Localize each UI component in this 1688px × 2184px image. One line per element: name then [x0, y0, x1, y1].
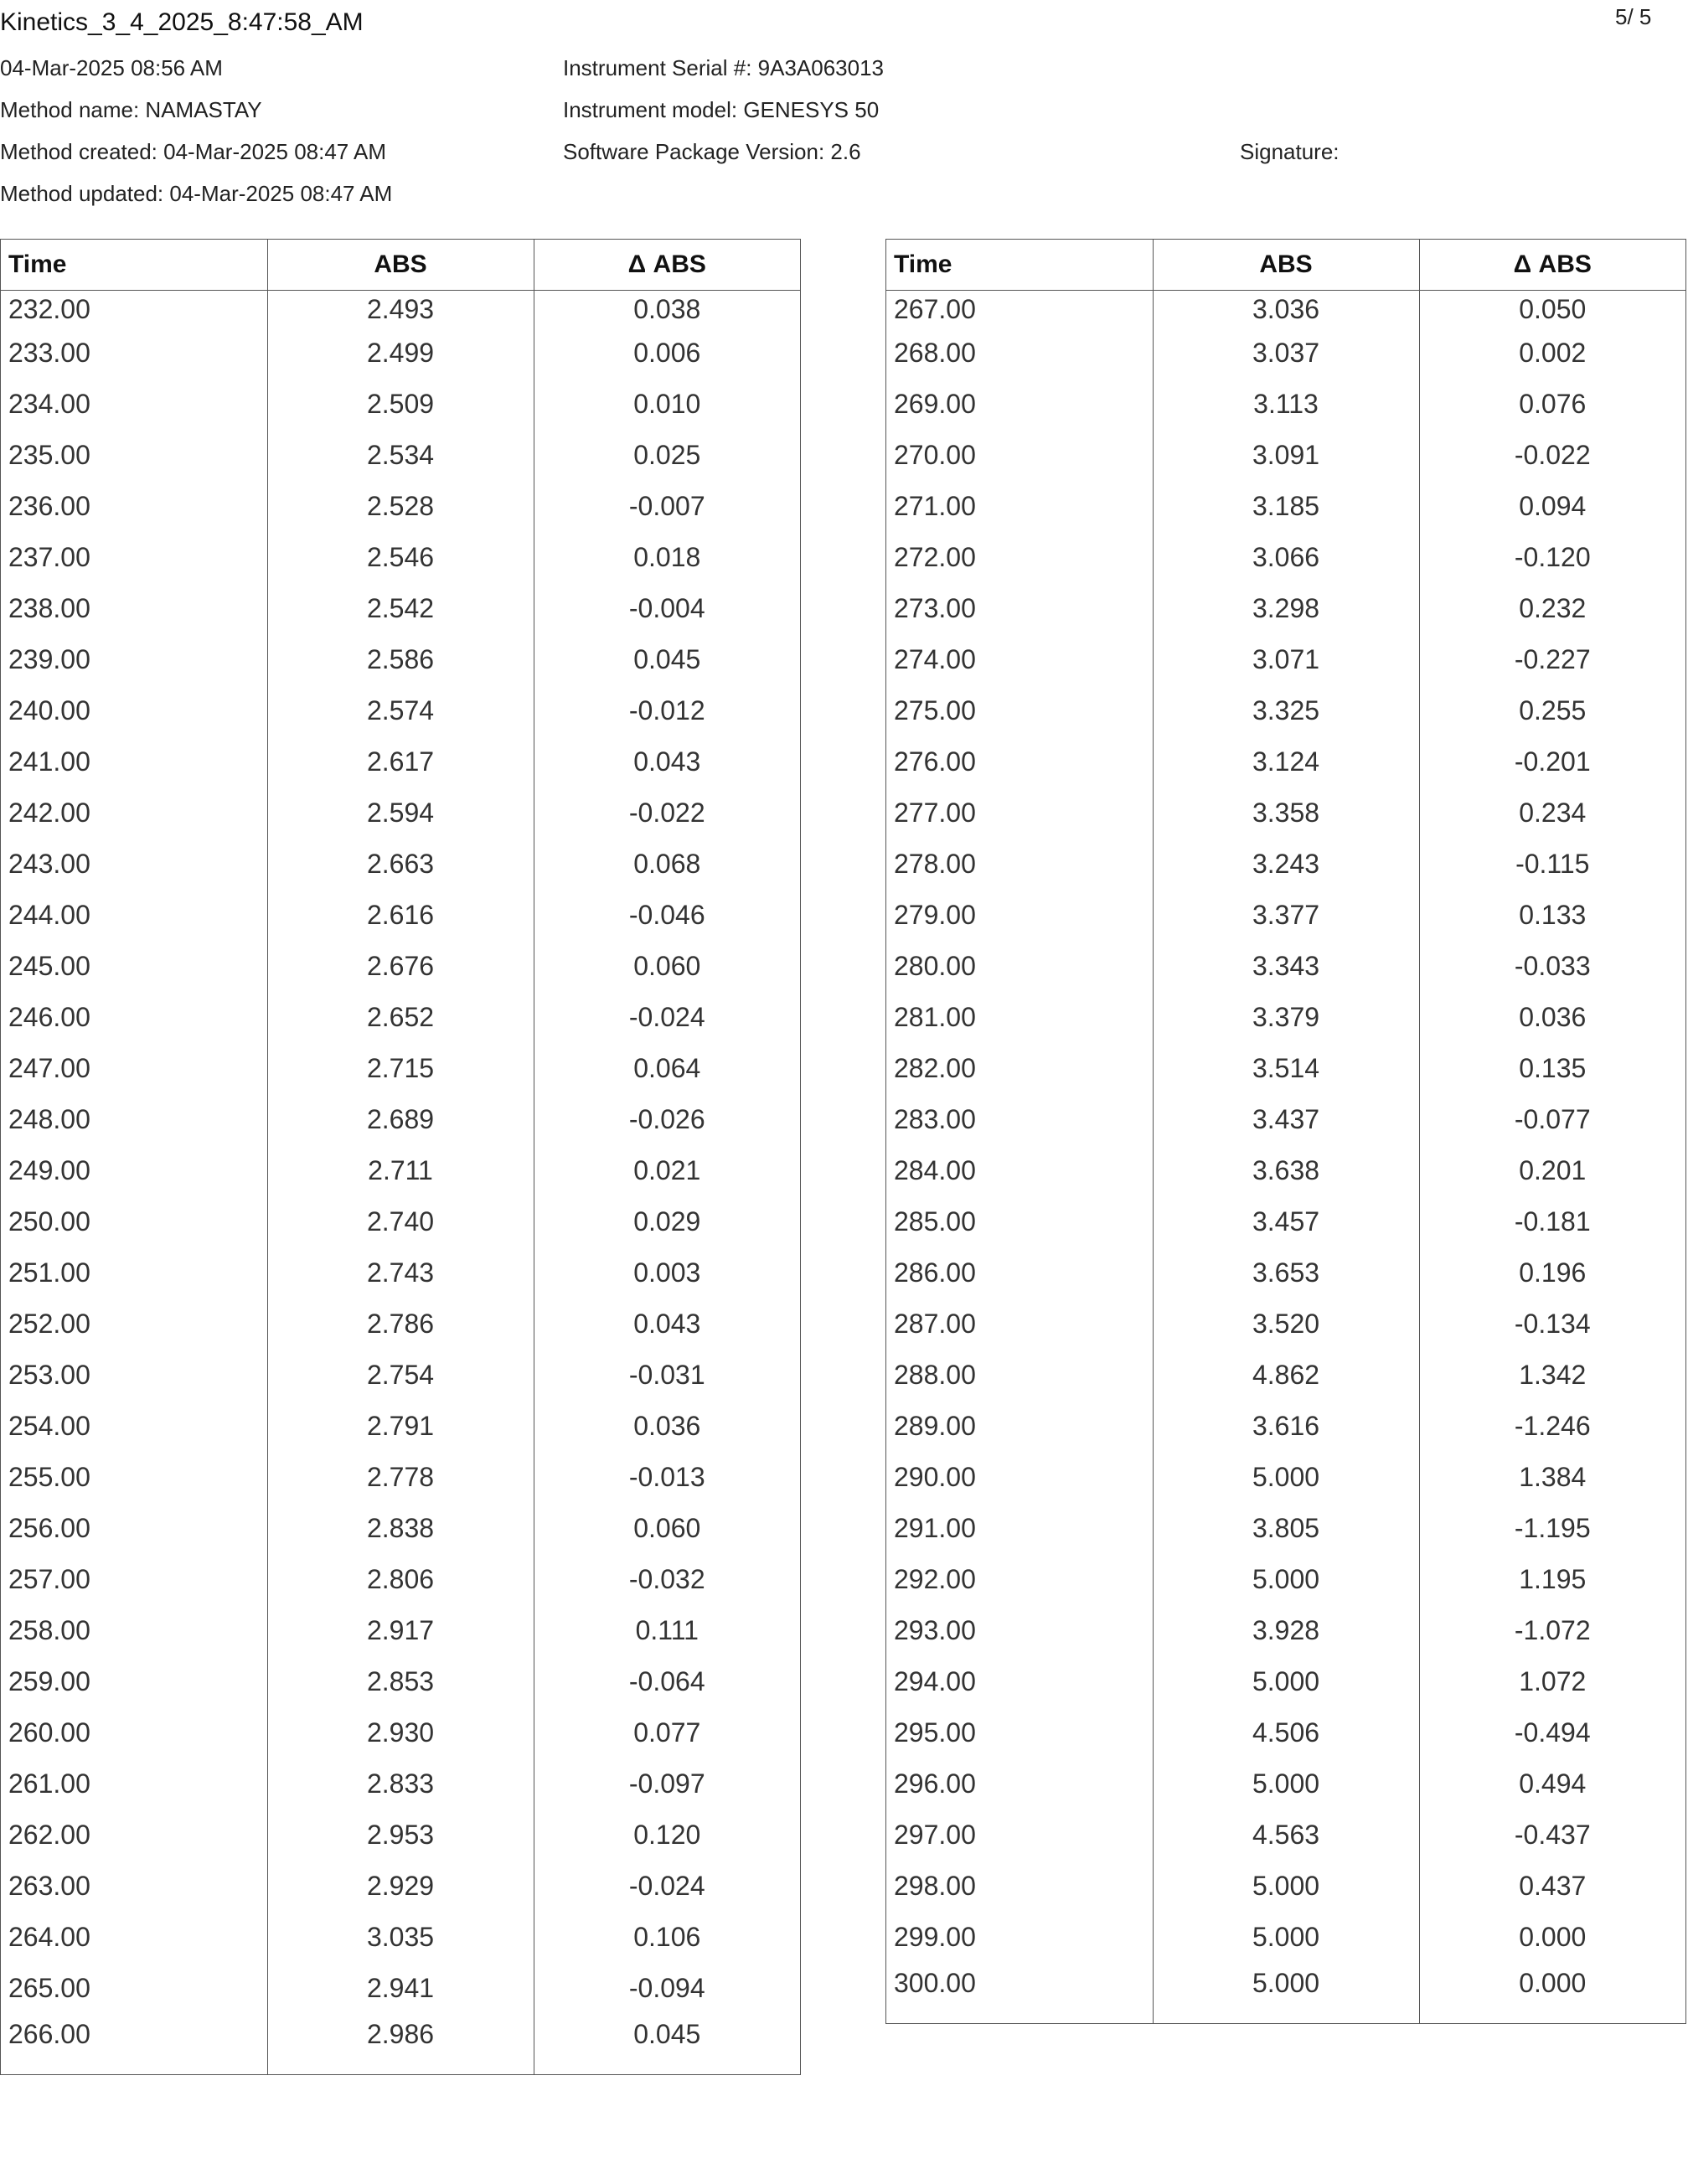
table-row: [886, 890, 1685, 941]
abs-cell: 3.616: [1153, 1401, 1419, 1452]
abs-cell: 4.506: [1153, 1707, 1419, 1758]
time-cell: 244.00: [1, 890, 267, 941]
time-cell: 246.00: [1, 992, 267, 1043]
delta-abs-cell: -0.494: [1514, 1717, 1591, 1748]
delta-abs-cell: -0.022: [628, 798, 705, 828]
delta-abs-cell: -0.134: [1514, 1309, 1591, 1339]
abs-cell: 3.091: [1153, 430, 1419, 481]
abs-cell: 3.805: [1153, 1503, 1419, 1554]
table-row: [886, 1656, 1685, 1707]
delta-abs-cell: 1.195: [1519, 1564, 1587, 1594]
column-header-delta-abs: Δ ABS: [534, 240, 800, 291]
table-row: [1, 379, 800, 430]
table-row: [1, 736, 800, 787]
table-row: [1, 1094, 800, 1145]
delta-abs-cell: -0.181: [1514, 1206, 1591, 1237]
delta-abs-cell: 1.072: [1519, 1666, 1587, 1696]
abs-cell: 3.066: [1153, 532, 1419, 583]
table-body-left: [1, 291, 800, 2075]
table-row: [1, 2014, 800, 2074]
time-cell: 248.00: [1, 1094, 267, 1145]
delta-abs-cell: 0.000: [1519, 1922, 1587, 1952]
delta-abs-cell: 0.196: [1519, 1257, 1587, 1288]
table-row: [1, 1554, 800, 1605]
table-row: [1, 1299, 800, 1350]
time-cell: 286.00: [886, 1247, 1153, 1299]
abs-cell: 3.437: [1153, 1094, 1419, 1145]
delta-abs-cell: -0.227: [1514, 644, 1591, 674]
delta-abs-cell: 0.133: [1519, 900, 1587, 930]
delta-abs-cell: 0.025: [633, 440, 701, 470]
abs-cell: 2.542: [267, 583, 534, 634]
table-row: [1, 1145, 800, 1196]
time-cell: 282.00: [886, 1043, 1153, 1094]
table-row: [886, 481, 1685, 532]
delta-abs-cell: 0.494: [1519, 1768, 1587, 1799]
abs-cell: 2.786: [267, 1299, 534, 1350]
time-cell: 254.00: [1, 1401, 267, 1452]
delta-abs-cell: 0.094: [1519, 491, 1587, 521]
abs-cell: 5.000: [1153, 1452, 1419, 1503]
delta-abs-cell: 0.043: [633, 1309, 701, 1339]
table-row: [886, 1963, 1685, 2023]
delta-abs-cell: 0.045: [633, 2019, 701, 2049]
time-cell: 300.00: [886, 1963, 1153, 2023]
time-cell: 267.00: [886, 291, 1153, 328]
delta-abs-cell: 0.234: [1519, 798, 1587, 828]
abs-cell: 2.791: [267, 1401, 534, 1452]
abs-cell: 5.000: [1153, 1912, 1419, 1963]
time-cell: 240.00: [1, 685, 267, 736]
abs-cell: 3.124: [1153, 736, 1419, 787]
method-created: Method created: 04-Mar-2025 08:47 AM: [0, 139, 387, 164]
delta-abs-cell: 0.029: [633, 1206, 701, 1237]
abs-cell: 3.113: [1153, 379, 1419, 430]
table-row: [1, 839, 800, 890]
table-row: [1, 890, 800, 941]
abs-cell: 2.493: [267, 291, 534, 328]
time-cell: 285.00: [886, 1196, 1153, 1247]
time-cell: 237.00: [1, 532, 267, 583]
time-cell: 290.00: [886, 1452, 1153, 1503]
time-cell: 255.00: [1, 1452, 267, 1503]
table-row: [1, 1758, 800, 1810]
delta-abs-cell: 0.002: [1519, 338, 1587, 368]
table-row: [1, 1707, 800, 1758]
time-cell: 263.00: [1, 1861, 267, 1912]
abs-cell: 2.711: [267, 1145, 534, 1196]
data-table-left: [0, 239, 801, 2075]
delta-abs-cell: -0.032: [628, 1564, 705, 1594]
instrument-model: Instrument model: GENESYS 50: [563, 97, 880, 122]
delta-abs-cell: -0.094: [628, 1973, 705, 2003]
table-row: [886, 1350, 1685, 1401]
column-header-abs: ABS: [1153, 240, 1419, 291]
delta-abs-cell: -1.195: [1514, 1513, 1591, 1543]
abs-cell: 2.838: [267, 1503, 534, 1554]
table-row: [1, 1656, 800, 1707]
abs-cell: 5.000: [1153, 1861, 1419, 1912]
time-cell: 257.00: [1, 1554, 267, 1605]
abs-cell: 2.499: [267, 328, 534, 379]
abs-cell: 3.036: [1153, 291, 1419, 328]
time-cell: 284.00: [886, 1145, 1153, 1196]
abs-cell: 2.917: [267, 1605, 534, 1656]
abs-cell: 3.037: [1153, 328, 1419, 379]
table-row: [1, 583, 800, 634]
table-row: [886, 291, 1685, 328]
report-date: 04-Mar-2025 08:56 AM: [0, 55, 223, 80]
abs-cell: 2.616: [267, 890, 534, 941]
table-row: [886, 1401, 1685, 1452]
signature-label: Signature:: [1240, 139, 1340, 164]
table-row: [1, 1503, 800, 1554]
delta-abs-cell: 0.045: [633, 644, 701, 674]
instrument-serial: Instrument Serial #: 9A3A063013: [563, 55, 885, 80]
time-cell: 260.00: [1, 1707, 267, 1758]
time-cell: 238.00: [1, 583, 267, 634]
table-row: [1, 634, 800, 685]
method-name: Method name: NAMASTAY: [0, 97, 262, 122]
delta-abs-cell: -0.026: [628, 1104, 705, 1134]
delta-abs-cell: -0.024: [628, 1871, 705, 1901]
table-row: [1, 685, 800, 736]
table-row: [1, 481, 800, 532]
abs-cell: 2.740: [267, 1196, 534, 1247]
time-cell: 245.00: [1, 941, 267, 992]
delta-abs-cell: -0.031: [628, 1360, 705, 1390]
table-header-row: [1, 240, 800, 291]
abs-cell: 2.617: [267, 736, 534, 787]
table-row: [886, 1094, 1685, 1145]
delta-abs-cell: 0.232: [1519, 593, 1587, 623]
time-cell: 293.00: [886, 1605, 1153, 1656]
delta-abs-cell: 0.018: [633, 542, 701, 572]
delta-abs-cell: 0.437: [1519, 1871, 1587, 1901]
table-row: [886, 634, 1685, 685]
delta-abs-cell: 0.036: [1519, 1002, 1587, 1032]
time-cell: 294.00: [886, 1656, 1153, 1707]
table-row: [1, 1043, 800, 1094]
delta-abs-cell: -0.201: [1514, 746, 1591, 777]
abs-cell: 2.806: [267, 1554, 534, 1605]
table-row: [1, 1196, 800, 1247]
table-row: [886, 736, 1685, 787]
time-cell: 277.00: [886, 787, 1153, 839]
table-row: [886, 1605, 1685, 1656]
table-row: [886, 685, 1685, 736]
delta-abs-cell: 0.120: [633, 1820, 701, 1850]
table-row: [1, 532, 800, 583]
time-cell: 234.00: [1, 379, 267, 430]
table-row: [886, 839, 1685, 890]
time-cell: 281.00: [886, 992, 1153, 1043]
abs-cell: 2.754: [267, 1350, 534, 1401]
time-cell: 276.00: [886, 736, 1153, 787]
time-cell: 271.00: [886, 481, 1153, 532]
delta-abs-cell: -1.246: [1514, 1411, 1591, 1441]
delta-abs-cell: -0.013: [628, 1462, 705, 1492]
delta-abs-cell: 0.106: [633, 1922, 701, 1952]
abs-cell: 3.514: [1153, 1043, 1419, 1094]
time-cell: 232.00: [1, 291, 267, 328]
abs-cell: 2.833: [267, 1758, 534, 1810]
abs-cell: 2.715: [267, 1043, 534, 1094]
table-row: [886, 328, 1685, 379]
time-cell: 250.00: [1, 1196, 267, 1247]
abs-cell: 3.520: [1153, 1299, 1419, 1350]
delta-abs-cell: 0.060: [633, 951, 701, 981]
delta-abs-cell: -0.024: [628, 1002, 705, 1032]
delta-abs-cell: -0.077: [1514, 1104, 1591, 1134]
abs-cell: 3.377: [1153, 890, 1419, 941]
abs-cell: 2.652: [267, 992, 534, 1043]
time-cell: 270.00: [886, 430, 1153, 481]
table-row: [886, 1554, 1685, 1605]
time-cell: 253.00: [1, 1350, 267, 1401]
abs-cell: 2.676: [267, 941, 534, 992]
time-cell: 256.00: [1, 1503, 267, 1554]
time-cell: 233.00: [1, 328, 267, 379]
table-row: [886, 787, 1685, 839]
abs-cell: 5.000: [1153, 1656, 1419, 1707]
abs-cell: 4.563: [1153, 1810, 1419, 1861]
time-cell: 269.00: [886, 379, 1153, 430]
report-title: Kinetics_3_4_2025_8:47:58_AM: [0, 8, 364, 36]
time-cell: 280.00: [886, 941, 1153, 992]
table-row: [1, 328, 800, 379]
delta-abs-cell: 0.064: [633, 1053, 701, 1083]
abs-cell: 2.743: [267, 1247, 534, 1299]
time-cell: 287.00: [886, 1299, 1153, 1350]
abs-cell: 3.928: [1153, 1605, 1419, 1656]
delta-abs-cell: -0.064: [628, 1666, 705, 1696]
delta-abs-cell: -0.022: [1514, 440, 1591, 470]
abs-cell: 2.853: [267, 1656, 534, 1707]
time-cell: 258.00: [1, 1605, 267, 1656]
abs-cell: 3.298: [1153, 583, 1419, 634]
table-row: [886, 992, 1685, 1043]
delta-abs-cell: 0.060: [633, 1513, 701, 1543]
delta-abs-cell: 0.038: [633, 294, 701, 324]
delta-abs-cell: 0.000: [1519, 1968, 1587, 1998]
delta-abs-cell: 0.077: [633, 1717, 701, 1748]
abs-cell: 5.000: [1153, 1554, 1419, 1605]
table-row: [886, 1247, 1685, 1299]
table-row: [886, 583, 1685, 634]
delta-abs-cell: 0.036: [633, 1411, 701, 1441]
time-cell: 299.00: [886, 1912, 1153, 1963]
abs-cell: 2.509: [267, 379, 534, 430]
table-row: [886, 1810, 1685, 1861]
time-cell: 296.00: [886, 1758, 1153, 1810]
column-header-time: Time: [886, 240, 1153, 291]
delta-abs-cell: 0.043: [633, 746, 701, 777]
table-row: [886, 1196, 1685, 1247]
abs-cell: 3.343: [1153, 941, 1419, 992]
abs-cell: 3.653: [1153, 1247, 1419, 1299]
time-cell: 292.00: [886, 1554, 1153, 1605]
time-cell: 252.00: [1, 1299, 267, 1350]
abs-cell: 5.000: [1153, 1963, 1419, 2023]
abs-cell: 2.528: [267, 481, 534, 532]
abs-cell: 3.325: [1153, 685, 1419, 736]
table-row: [1, 992, 800, 1043]
table-row: [886, 379, 1685, 430]
delta-abs-cell: 0.006: [633, 338, 701, 368]
delta-abs-cell: -0.004: [628, 593, 705, 623]
table-row: [1, 291, 800, 328]
table-row: [886, 1299, 1685, 1350]
time-cell: 298.00: [886, 1861, 1153, 1912]
time-cell: 241.00: [1, 736, 267, 787]
time-cell: 272.00: [886, 532, 1153, 583]
column-header-time: Time: [1, 240, 267, 291]
abs-cell: 3.379: [1153, 992, 1419, 1043]
table-row: [1, 1401, 800, 1452]
time-cell: 268.00: [886, 328, 1153, 379]
delta-abs-cell: -1.072: [1514, 1615, 1591, 1645]
abs-cell: 2.574: [267, 685, 534, 736]
time-cell: 259.00: [1, 1656, 267, 1707]
abs-cell: 2.778: [267, 1452, 534, 1503]
column-header-delta-abs: Δ ABS: [1419, 240, 1685, 291]
table-row: [886, 430, 1685, 481]
time-cell: 274.00: [886, 634, 1153, 685]
time-cell: 275.00: [886, 685, 1153, 736]
table-row: [886, 532, 1685, 583]
delta-abs-cell: 0.068: [633, 849, 701, 879]
time-cell: 261.00: [1, 1758, 267, 1810]
time-cell: 264.00: [1, 1912, 267, 1963]
abs-cell: 2.594: [267, 787, 534, 839]
delta-abs-cell: 0.050: [1519, 294, 1587, 324]
time-cell: 262.00: [1, 1810, 267, 1861]
abs-cell: 2.663: [267, 839, 534, 890]
delta-abs-cell: -0.046: [628, 900, 705, 930]
time-cell: 295.00: [886, 1707, 1153, 1758]
table-row: [886, 1912, 1685, 1963]
data-table-right: [885, 239, 1686, 2024]
column-header-abs: ABS: [267, 240, 534, 291]
time-cell: 265.00: [1, 1963, 267, 2014]
table-row: [1, 1963, 800, 2014]
delta-abs-cell: 0.135: [1519, 1053, 1587, 1083]
time-cell: 266.00: [1, 2014, 267, 2074]
abs-cell: 2.929: [267, 1861, 534, 1912]
delta-abs-cell: -0.033: [1514, 951, 1591, 981]
time-cell: 297.00: [886, 1810, 1153, 1861]
time-cell: 291.00: [886, 1503, 1153, 1554]
table-row: [1, 941, 800, 992]
time-cell: 288.00: [886, 1350, 1153, 1401]
time-cell: 239.00: [1, 634, 267, 685]
abs-cell: 2.689: [267, 1094, 534, 1145]
software-version: Software Package Version: 2.6: [563, 139, 861, 164]
abs-cell: 3.071: [1153, 634, 1419, 685]
time-cell: 289.00: [886, 1401, 1153, 1452]
abs-cell: 2.986: [267, 2014, 534, 2074]
abs-cell: 2.534: [267, 430, 534, 481]
delta-abs-cell: 0.021: [633, 1155, 701, 1185]
method-updated: Method updated: 04-Mar-2025 08:47 AM: [0, 181, 393, 206]
delta-abs-cell: -0.097: [628, 1768, 705, 1799]
table-header-row: [886, 240, 1685, 291]
time-cell: 251.00: [1, 1247, 267, 1299]
time-cell: 236.00: [1, 481, 267, 532]
delta-abs-cell: -0.437: [1514, 1820, 1591, 1850]
delta-abs-cell: 0.076: [1519, 389, 1587, 419]
delta-abs-cell: 0.010: [633, 389, 701, 419]
abs-cell: 2.953: [267, 1810, 534, 1861]
delta-abs-cell: -0.115: [1515, 849, 1590, 879]
abs-cell: 3.638: [1153, 1145, 1419, 1196]
table-row: [886, 941, 1685, 992]
table-row: [1, 1247, 800, 1299]
table-row: [886, 1707, 1685, 1758]
table-row: [1, 1810, 800, 1861]
table-row: [886, 1043, 1685, 1094]
time-cell: 243.00: [1, 839, 267, 890]
page-number: 5/ 5: [1615, 4, 1652, 29]
delta-abs-cell: -0.120: [1514, 542, 1591, 572]
table-row: [886, 1861, 1685, 1912]
table-row: [1, 1350, 800, 1401]
abs-cell: 3.035: [267, 1912, 534, 1963]
delta-abs-cell: 1.342: [1519, 1360, 1587, 1390]
time-cell: 273.00: [886, 583, 1153, 634]
time-cell: 278.00: [886, 839, 1153, 890]
delta-abs-cell: -0.012: [628, 695, 705, 725]
abs-cell: 3.185: [1153, 481, 1419, 532]
time-cell: 235.00: [1, 430, 267, 481]
abs-cell: 5.000: [1153, 1758, 1419, 1810]
time-cell: 242.00: [1, 787, 267, 839]
table-row: [886, 1503, 1685, 1554]
table-row: [1, 787, 800, 839]
abs-cell: 3.358: [1153, 787, 1419, 839]
time-cell: 283.00: [886, 1094, 1153, 1145]
abs-cell: 2.930: [267, 1707, 534, 1758]
table-row: [1, 1912, 800, 1963]
delta-abs-cell: 0.003: [633, 1257, 701, 1288]
delta-abs-cell: 1.384: [1519, 1462, 1587, 1492]
table-row: [1, 1605, 800, 1656]
abs-cell: 3.457: [1153, 1196, 1419, 1247]
abs-cell: 4.862: [1153, 1350, 1419, 1401]
abs-cell: 3.243: [1153, 839, 1419, 890]
abs-cell: 2.586: [267, 634, 534, 685]
time-cell: 249.00: [1, 1145, 267, 1196]
table-row: [886, 1145, 1685, 1196]
delta-abs-cell: 0.201: [1519, 1155, 1587, 1185]
table-row: [886, 1452, 1685, 1503]
delta-abs-cell: 0.111: [635, 1615, 699, 1645]
table-row: [1, 430, 800, 481]
abs-cell: 2.546: [267, 532, 534, 583]
table-row: [1, 1861, 800, 1912]
table-row: [886, 1758, 1685, 1810]
delta-abs-cell: 0.255: [1519, 695, 1587, 725]
time-cell: 279.00: [886, 890, 1153, 941]
delta-abs-cell: -0.007: [628, 491, 705, 521]
table-row: [1, 1452, 800, 1503]
time-cell: 247.00: [1, 1043, 267, 1094]
table-body-right: [886, 291, 1685, 2024]
abs-cell: 2.941: [267, 1963, 534, 2014]
